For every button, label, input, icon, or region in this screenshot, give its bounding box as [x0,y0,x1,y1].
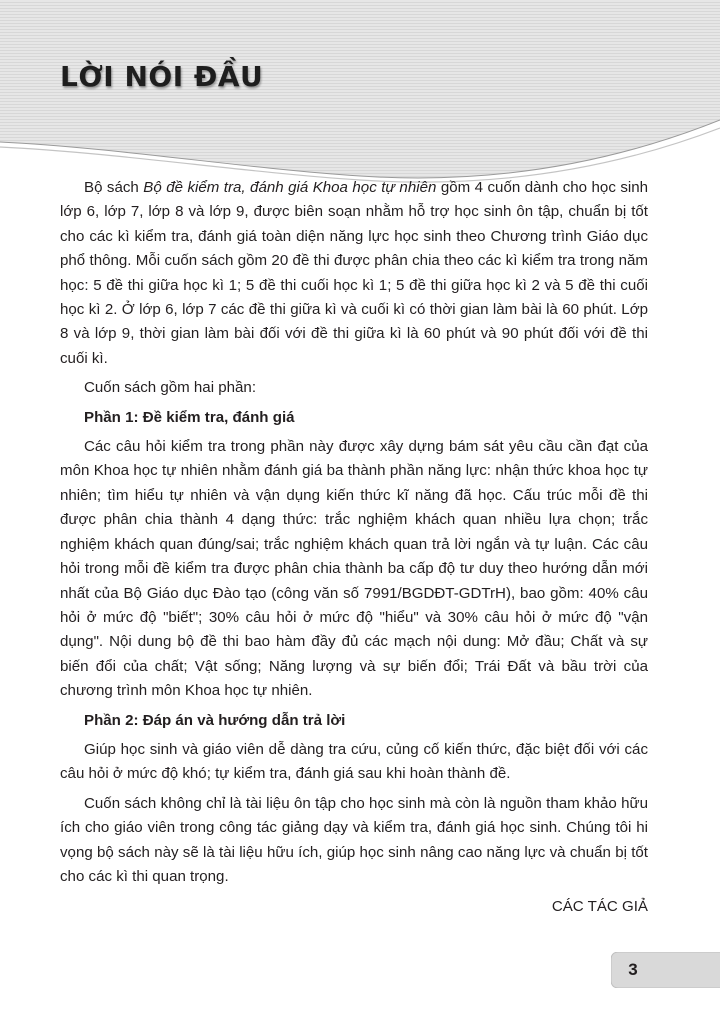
header-background [0,0,720,200]
structure-intro: Cuốn sách gồm hai phần: [84,379,257,397]
part1-paragraph: Các câu hỏi kiểm tra trong phần này được xây dựng bám sát yêu cầu cần đạt của môn Khoa học tự nhiên nhằm đánh giá ba thành phần năng lực: nhận thức khoa học tự nhiên; tìm hiểu tự nhiên và vận dụng kiến thức kĩ năng đã học. Cấu trúc mỗi đề thi được phân chia thành 4 dạng thức: trắc nghiệm khách quan nhiều lựa chọn; trắc nghiệm khách quan đúng/sai; trắc nghiệm khách quan trả lời ngắn và tự luận. Các câu hỏi trong mỗi đề kiểm tra được phân chia thành ba cấp độ tư duy theo hướng dẫn mới nhất của Bộ Giáo dục Đào tạo (công văn số 7991/BGDĐT-GDTrH), bao gồm: 40% câu hỏi ở mức độ "biết"; 30% câu hỏi ở mức độ "hiểu" và 30% câu hỏi ở mức độ "vận dụng". Nội dung bộ đề thi bao hàm đầy đủ các mạch nội dung: Mở đầu; Chất và sự biến đổi của chất; Vật sống; Năng lượng và sự biến đổi; Trái Đất và bầu trời của chương trình môn Khoa học tự nhiên. [60,438,648,700]
page-title: LỜI NÓI ĐẦU [60,60,264,93]
part1-heading: Phần 1: Đề kiểm tra, đánh giá [84,408,295,426]
book-title: Bộ đề kiểm tra, đánh giá Khoa học tự nhiên [143,179,437,196]
foreword-body [60,176,648,925]
page-number-tab [611,952,720,988]
intro-paragraph: Bộ sách Bộ đề kiểm tra, đánh giá Khoa học tự nhiên gồm 4 cuốn dành cho học sinh lớp 6, lớp 7, lớp 8 và lớp 9, được biên soạn nhằm hỗ trợ học sinh ôn tập, chuẩn bị tốt cho các kì kiểm tra, đánh giá toàn diện năng lực học sinh theo Chương trình Giáo dục phổ thông. Mỗi cuốn sách gồm 20 đề thi được phân chia theo các kì kiểm tra trong năm học: 5 đề thi giữa học kì 1; 5 đề thi cuối học kì 1; 5 đề thi giữa học kì 2 và 5 đề thi cuối học kì 2. Ở lớp 6, lớp 7 các đề thi giữa kì và cuối kì có thời gian làm bài là 60 phút. Lớp 8 và lớp 9, thời gian làm bài đối với đề thi giữa kì là 60 phút và 90 phút đối với đề thi cuối kì. [60,179,649,367]
part2-heading: Phần 2: Đáp án và hướng dẫn trả lời [84,711,346,729]
signoff: CÁC TÁC GIẢ [551,898,648,916]
closing-paragraph: Cuốn sách không chỉ là tài liệu ôn tập cho học sinh mà còn là nguồn tham khảo hữu ích cho giáo viên trong công tác giảng dạy và kiểm tra, đánh giá học sinh. Chúng tôi hi vọng bộ sách này sẽ là tài liệu hữu ích, giúp học sinh nâng cao năng lực và chuẩn bị tốt cho các kì thi quan trọng. [60,794,648,885]
page-number: 3 [628,960,638,979]
part2-paragraph: Giúp học sinh và giáo viên dễ dàng tra cứu, củng cố kiến thức, đặc biệt đối với các câu hỏi ở mức độ khó; tự kiểm tra, đánh giá sau khi hoàn thành đề. [60,740,648,783]
header-band [0,0,720,200]
